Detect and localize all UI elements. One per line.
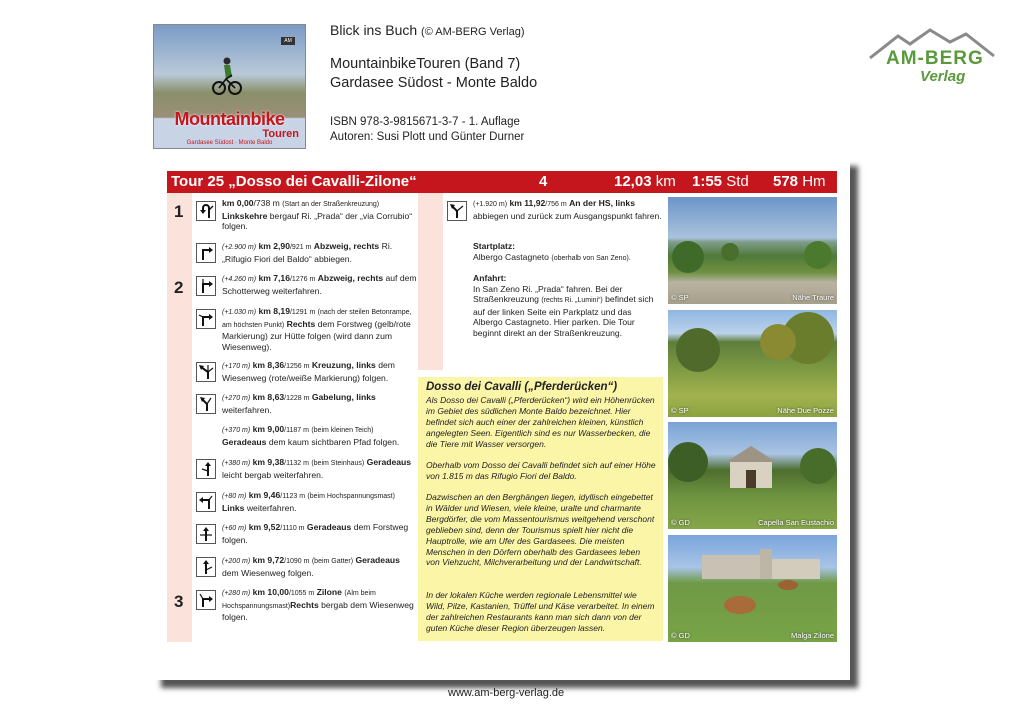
header-book-subtitle: Gardasee Südost - Monte Baldo: [330, 75, 538, 91]
stage-column-2: [418, 193, 443, 370]
info-paragraph-1: Als Dosso dei Cavalli („Pferderücken“) wird ein Höhenrücken im Gebiet des südlichen Monte Baldo bezeichnet. Hier befindet sich auch einer der zahlreichen kleinen, künstlich angelegten Seen. Eigentlich sind es nur Wasserbecken, die die Tiere mit Wasser versorgen.: [426, 395, 655, 449]
photo-2-credit: © SP: [671, 406, 689, 415]
step-3: (+4.260 m) km 7,16/1276 m Abzweig, rechts auf dem Schotterweg weiterfahren.: [222, 273, 417, 296]
logo-verlag-text: Verlag: [920, 68, 966, 85]
am-berg-logo: [868, 26, 998, 90]
hs-step: (+1.920 m) km 11,92/756 m An der HS, links abbiegen und zurück zum Ausgangspunkt fahren.: [473, 198, 662, 221]
header-authors: Autoren: Susi Plott und Günter Durner: [330, 131, 525, 143]
distance-unit: km: [655, 173, 676, 190]
step-8: (+380 m) km 9,38/1132 m (beim Steinhaus) Geradeaus leicht bergab weiterfahren.: [222, 457, 412, 480]
stage-number-2: 2: [174, 278, 184, 297]
cover-subline: Gardasee Südost · Monte Baldo: [186, 140, 273, 146]
footer-url[interactable]: www.am-berg-verlag.de: [448, 687, 565, 699]
hs-turn-left-icon: [447, 201, 467, 221]
photo-4: [668, 535, 837, 642]
photo-1-caption: Nähe Traure: [792, 293, 834, 302]
startplatz: Startplatz: Albergo Castagneto (oberhalb von San Zeno).: [473, 241, 631, 262]
step-5: (+170 m) km 8,36/1256 m Kreuzung, links dem Wiesenweg (rote/weiße Markierung) folgen.: [222, 360, 395, 383]
tour-title: Tour 25 „Dosso dei Cavalli-Zilone“: [171, 173, 417, 190]
step-4: (+1.030 m) km 8,19/1291 m (nach der steilen Betonrampe, am höchsten Punkt) Rechts dem Forstweg (gelb/rote Markierung) zur Hütte folgen (wird dann zum Wiesenweg).: [222, 306, 412, 352]
logo-am-berg-text: AM-BERG: [886, 48, 984, 69]
header-isbn: ISBN 978-3-9815671-3-7 - 1. Auflage: [330, 116, 520, 128]
book-cover: [153, 24, 306, 149]
photo-2-caption: Nähe Due Pozze: [777, 406, 834, 415]
step-11: (+200 m) km 9,72/1090 m (beim Gatter) Geradeaus dem Wiesenweg folgen.: [222, 555, 400, 578]
elevation-unit: Hm: [802, 173, 826, 190]
tour-title-bar: [167, 171, 837, 193]
turn-right-icon: [196, 243, 216, 263]
step-9: (+80 m) km 9,46/1123 m (beim Hochspannungsmast) Links weiterfahren.: [222, 490, 395, 513]
straight-fork-icon: [196, 557, 216, 577]
mountainbiker-icon: [212, 55, 242, 95]
cover-badge: AM: [281, 37, 295, 45]
info-paragraph-2: Oberhalb vom Dosso dei Cavalli befindet sich auf einer Höhe von 1.815 m das Rifugio Fiori del Baldo.: [426, 460, 656, 481]
hairpin-left-icon: [196, 201, 216, 221]
cover-subtitle: Touren: [262, 128, 299, 140]
anfahrt: Anfahrt: In San Zeno Ri. „Prada“ fahren. Bei der Straßenkreuzung (rechts Ri. „Lumini“) befindet sich auf der linken Seite ein Parkplatz und das Albergo Castagneto. Hier parken. Die Tour beginnt direkt an der Straßenkreuzung.: [473, 273, 654, 338]
cross-straight-icon: [196, 524, 216, 544]
turn-right-down-icon: [196, 590, 216, 610]
straight-icon: [196, 459, 216, 479]
photo-1-credit: © SP: [671, 293, 689, 302]
tour-elevation: 578: [773, 173, 799, 190]
stage-number-1: 1: [174, 202, 184, 221]
photo-1: [668, 197, 837, 304]
info-title: Dosso dei Cavalli („Pferderücken“): [426, 381, 618, 393]
tour-distance: 12,03: [614, 173, 652, 190]
photo-3-credit: © GD: [671, 518, 690, 527]
fork-left-icon: [196, 394, 216, 414]
turn-right-icon: [196, 276, 216, 296]
duration-unit: Std: [726, 173, 749, 190]
photo-3-caption: Capella San Eustachio: [758, 518, 834, 527]
step-7: (+370 m) km 9,00/1187 m (beim kleinen Teich) Geradeaus dem kaum sichtbaren Pfad folgen.: [222, 424, 400, 447]
photo-4-caption: Malga Zilone: [791, 631, 834, 640]
header-book-title: MountainbikeTouren (Band 7): [330, 56, 521, 72]
step-6: (+270 m) km 8,63/1228 m Gabelung, links weiterfahren.: [222, 392, 376, 415]
tour-duration: 1:55: [692, 173, 723, 190]
step-10: (+60 m) km 9,52/1110 m Geradeaus dem Forstweg folgen.: [222, 522, 409, 545]
tour-difficulty: 4: [539, 173, 548, 190]
header-line-1: Blick ins Buch (© AM-BERG Verlag): [330, 22, 525, 38]
crossing-left-icon: [196, 362, 216, 382]
turn-right-icon: [196, 309, 216, 329]
step-12: (+280 m) km 10,00/1055 m Zilone (Alm beim Hochspannungsmast)Rechts bergab dem Wiesenweg folgen.: [222, 587, 414, 623]
info-paragraph-4: In der lokalen Küche werden regionale Lebensmittel wie Wild, Pilze, Kastanien, Trüffel und Käse verarbeitet. In einem der zahlreichen Restaurants kann man sich dann von der guten Küche dieser Region überzeugen lassen.: [426, 590, 655, 633]
turn-left-icon: [196, 492, 216, 512]
photo-2: [668, 310, 837, 417]
step-1: km 0,00/738 m (Start an der Straßenkreuzung) Linkskehre bergauf Ri. „Prada“ der „via Corrubio“ folgen.: [222, 198, 413, 232]
info-paragraph-3: Dazwischen an den Berghängen liegen, idyllisch eingebettet in Wälder und Wiesen, viele kleine, uralte und charmante Bergdörfer, die vom Massentourismus weitgehend verschont geblieben sind, denn der Tourismus spielt hier nicht die Hauptrolle, wie am Ufer des Gardasees. Die meisten Menschen in den Dörfern oberhalb des Gardasees leben von Viehzucht, Milchverarbeitung und der Landwirtschaft.: [426, 492, 655, 568]
cover-title: Mountainbike: [174, 109, 285, 129]
photo-3: [668, 422, 837, 529]
photo-4-credit: © GD: [671, 631, 690, 640]
stage-number-3: 3: [174, 592, 184, 611]
stage-column: [167, 193, 192, 642]
step-2: (+2.900 m) km 2,90/921 m Abzweig, rechts Ri. „Rifugio Fiori del Baldo“ abbiegen.: [222, 241, 393, 264]
